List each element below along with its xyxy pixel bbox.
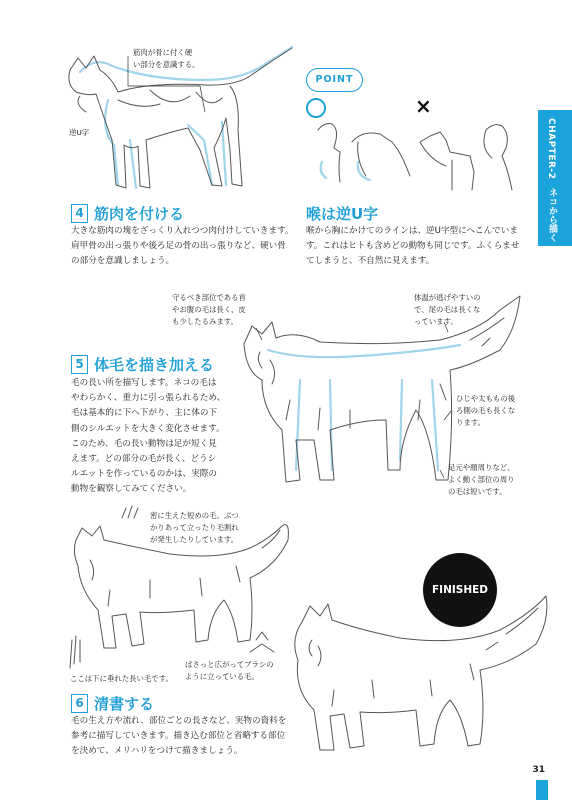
step6-line: 参考に描写していきます。描き込む部位と省略する部位 (71, 731, 286, 742)
step4-line: の部分を意識しましょう。 (71, 256, 175, 267)
page-number: 31 (532, 765, 545, 775)
chapter-tab (538, 110, 572, 246)
finished-badge: FINISHED (423, 553, 497, 627)
paw-note-line: よく動く部位の周り (448, 475, 515, 484)
paw-note (448, 462, 515, 498)
step4-line: 大きな筋肉の塊をざっくり入れつつ肉付けしていきます。 (71, 226, 294, 236)
hind-leg-note-line: ひじや太ももの後 (456, 394, 516, 403)
step6-body (71, 714, 286, 760)
tail-note-line: 体温が逃げやすいの (414, 293, 481, 302)
step4-body (71, 224, 294, 270)
step6-title: 清書する (94, 695, 155, 713)
step5-body (71, 376, 225, 498)
reverse-u-note: 逆U字 (69, 128, 90, 137)
step4-title: 筋肉を付ける (94, 205, 185, 223)
paw-note-line: の毛は短いです。 (448, 487, 507, 496)
hanging-fur-note: ここは下に垂れた長い毛です。 (70, 674, 173, 683)
step5-line: ルエットを作っているのかは、実際の (71, 469, 217, 480)
step5-line: 毛は基本的に下へ下がり、主に体の下 (71, 408, 218, 419)
muscle-note-line: い部分を意識する。 (133, 60, 200, 69)
dense-note-line: かりあって立ったり毛割れ (150, 523, 239, 532)
step4-line: 肩甲骨の出っ張りや後ろ足の骨の出っ張りなど、硬い骨 (71, 241, 286, 252)
step5-title: 体毛を描き加える (94, 356, 215, 374)
step6-line: を決めて、メリハリをつけて描きましょう。 (71, 746, 243, 757)
step5-heading (71, 354, 214, 375)
step4-heading (71, 203, 184, 224)
chapter-label: CHAPTER-2 (546, 118, 556, 180)
chapter-subtitle: ネコから描く (547, 188, 557, 242)
step5-line: えます。どの部分の毛が長く、どうシ (71, 454, 217, 465)
step5-line: やわらかく、重力に引っ張られるため、 (71, 393, 226, 404)
step5-line: 動物を観察してみてください。 (71, 484, 192, 495)
dense-fur-note (150, 510, 239, 546)
throat-line: てしまうと、不自然に見えます。 (306, 256, 435, 267)
brush-fur-note (185, 659, 274, 683)
throat-body (306, 224, 519, 270)
point-badge: POINT (306, 68, 363, 92)
page-number-bar (536, 780, 548, 800)
paw-note-line: 足元や顔周りなど、 (448, 463, 515, 472)
muscle-note (133, 47, 200, 71)
throat-title: 喉は逆U字 (306, 205, 379, 223)
protect-note-line: も少したるみます。 (172, 317, 238, 326)
protect-note-line: やお腹の毛は長く、皮 (172, 305, 246, 314)
tail-note-line: で、尾の毛は長くな (414, 305, 481, 314)
throat-heading (306, 203, 378, 224)
dense-note-line: 密に生えた短めの毛。ぶつ (150, 511, 239, 520)
wrong-mark: × (415, 94, 432, 118)
muscle-note-line: 筋肉が骨に付く硬 (133, 48, 193, 57)
brush-note-line: ように立っている毛。 (185, 672, 259, 681)
protect-note (172, 292, 246, 328)
dense-note-line: が発生したりしています。 (150, 535, 239, 544)
brush-note-line: ぱさっと広がってブラシの (185, 660, 274, 669)
step5-line: このため、毛の長い動物は足が短く見 (71, 438, 217, 449)
step6-line: 毛の生え方や流れ、部位ごとの長さなど、実物の資料を (71, 716, 287, 726)
tail-note (414, 292, 481, 328)
step5-line: 側のシルエットを大きく変化させます。 (71, 423, 225, 434)
hind-leg-note-line: ろ側の毛も長くな (456, 406, 516, 415)
throat-line: す。これはヒトも含めどの動物も同じです。ふくらませ (306, 241, 520, 252)
hind-leg-note-line: ります。 (456, 418, 485, 427)
hind-leg-note (456, 393, 515, 429)
step6-heading (71, 693, 154, 714)
step5-line: 毛の長い所を描写します。ネコの毛は (71, 378, 217, 388)
step5-number: 5 (71, 355, 88, 374)
tail-note-line: っています。 (414, 317, 458, 326)
step6-number: 6 (71, 694, 88, 713)
step4-number: 4 (71, 204, 88, 223)
protect-note-line: 守るべき部位である首 (172, 293, 246, 302)
correct-mark (306, 98, 326, 118)
throat-line: 喉から胸にかけてのラインは、逆U字型にへこんでいま (306, 226, 518, 236)
